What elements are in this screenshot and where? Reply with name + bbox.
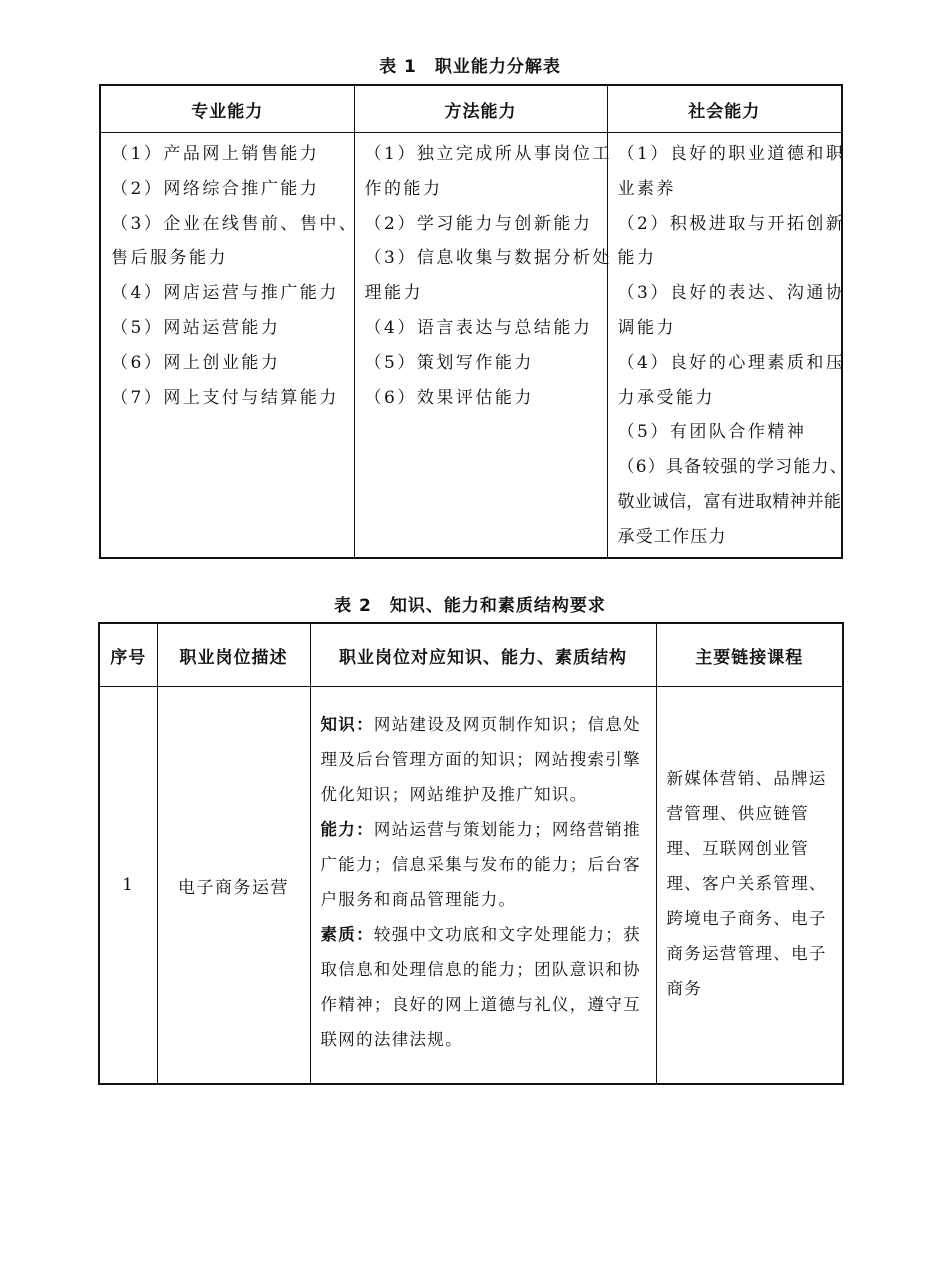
list-item-continued: 作的能力 (364, 178, 443, 199)
header-social-ability: 社会能力 (607, 85, 842, 133)
position-description: 电子商务运营 (157, 687, 310, 1085)
ability-label: 能力： (320, 820, 374, 839)
table-row (100, 133, 842, 559)
table2-knowledge-ability-quality (98, 622, 844, 1085)
list-item-continued: 力承受能力 (617, 387, 715, 408)
list-item-continued: 调能力 (617, 317, 676, 338)
table-header-row (100, 85, 842, 133)
table1-caption: 表 1 职业能力分解表 (379, 57, 561, 77)
list-item: （6）效果评估能力 (364, 387, 534, 408)
list-item: （5）策划写作能力 (364, 352, 534, 373)
list-item: （4）良好的心理素质和压 (617, 352, 846, 373)
quality-paragraph (321, 917, 648, 1057)
quality-text: 较强中文功底和文字处理能力；获取信息和处理信息的能力；团队意识和协作精神；良好的网上道德与礼仪，遵守互联网的法律法规。 (320, 925, 641, 1049)
list-item: （6）具备较强的学习能力、 (617, 457, 848, 478)
list-item: （2）网络综合推广能力 (111, 178, 320, 199)
list-item-continued: 敬业诚信，富有进取精神并能 (617, 491, 842, 512)
knowledge-label: 知识： (320, 715, 374, 734)
list-item: （5）网站运营能力 (111, 317, 281, 338)
list-item: （3）信息收集与数据分析处 (364, 248, 612, 269)
table-row (99, 687, 843, 1085)
header-linked-courses: 主要链接课程 (656, 623, 843, 687)
list-item: （2）学习能力与创新能力 (364, 213, 593, 234)
social-ability-cell (607, 133, 848, 559)
ability-text: 网站运营与策划能力；网络营销推广能力；信息采集与发布的能力；后台客户服务和商品管理能力。 (320, 820, 641, 909)
header-structure: 职业岗位对应知识、能力、素质结构 (310, 623, 656, 687)
knowledge-text: 网站建设及网页制作知识；信息处理及后台管理方面的知识；网站搜索引擎优化知识；网站维护及推广知识。 (320, 715, 641, 804)
list-item: （5）有团队合作精神 (617, 422, 807, 443)
knowledge-paragraph (321, 707, 648, 812)
linked-courses-cell (656, 687, 843, 1085)
list-item: （1）产品网上销售能力 (111, 144, 320, 164)
header-method-ability: 方法能力 (354, 85, 607, 133)
row-index: 1 (122, 875, 135, 895)
list-item: （3）企业在线售前、售中、 (111, 213, 359, 234)
list-item-continued: 理能力 (364, 283, 423, 304)
list-item: （1）良好的职业道德和职 (617, 144, 846, 164)
ability-paragraph (321, 812, 648, 917)
list-item: （2）积极进取与开拓创新 (617, 213, 846, 234)
list-item-continued: 售后服务能力 (111, 248, 228, 269)
list-item: （7）网上支付与结算能力 (111, 387, 339, 408)
list-item-continued: 承受工作压力 (617, 526, 727, 547)
table2-caption: 表 2 知识、能力和素质结构要求 (334, 596, 606, 616)
header-position-description: 职业岗位描述 (157, 623, 310, 687)
header-professional-ability: 专业能力 (100, 85, 354, 133)
list-item: （6）网上创业能力 (111, 352, 281, 373)
method-ability-cell (354, 133, 612, 559)
quality-label: 素质： (320, 925, 374, 944)
list-item-continued: 能力 (617, 248, 657, 269)
linked-courses-text: 新媒体营销、品牌运营管理、供应链管理、互联网创业管理、客户关系管理、跨境电子商务、电子商务运营管理、电子商务 (666, 768, 827, 998)
list-item: （3）良好的表达、沟通协 (617, 283, 846, 304)
header-index: 序号 (99, 623, 157, 687)
list-item: （4）语言表达与总结能力 (364, 317, 593, 338)
structure-cell (310, 687, 656, 1085)
list-item: （4）网店运营与推广能力 (111, 283, 339, 304)
table-header-row (99, 623, 843, 687)
table1-competency-breakdown (99, 84, 848, 559)
list-item-continued: 业素养 (617, 178, 676, 199)
professional-ability-cell (100, 133, 359, 559)
list-item: （1）独立完成所从事岗位工 (364, 144, 612, 164)
